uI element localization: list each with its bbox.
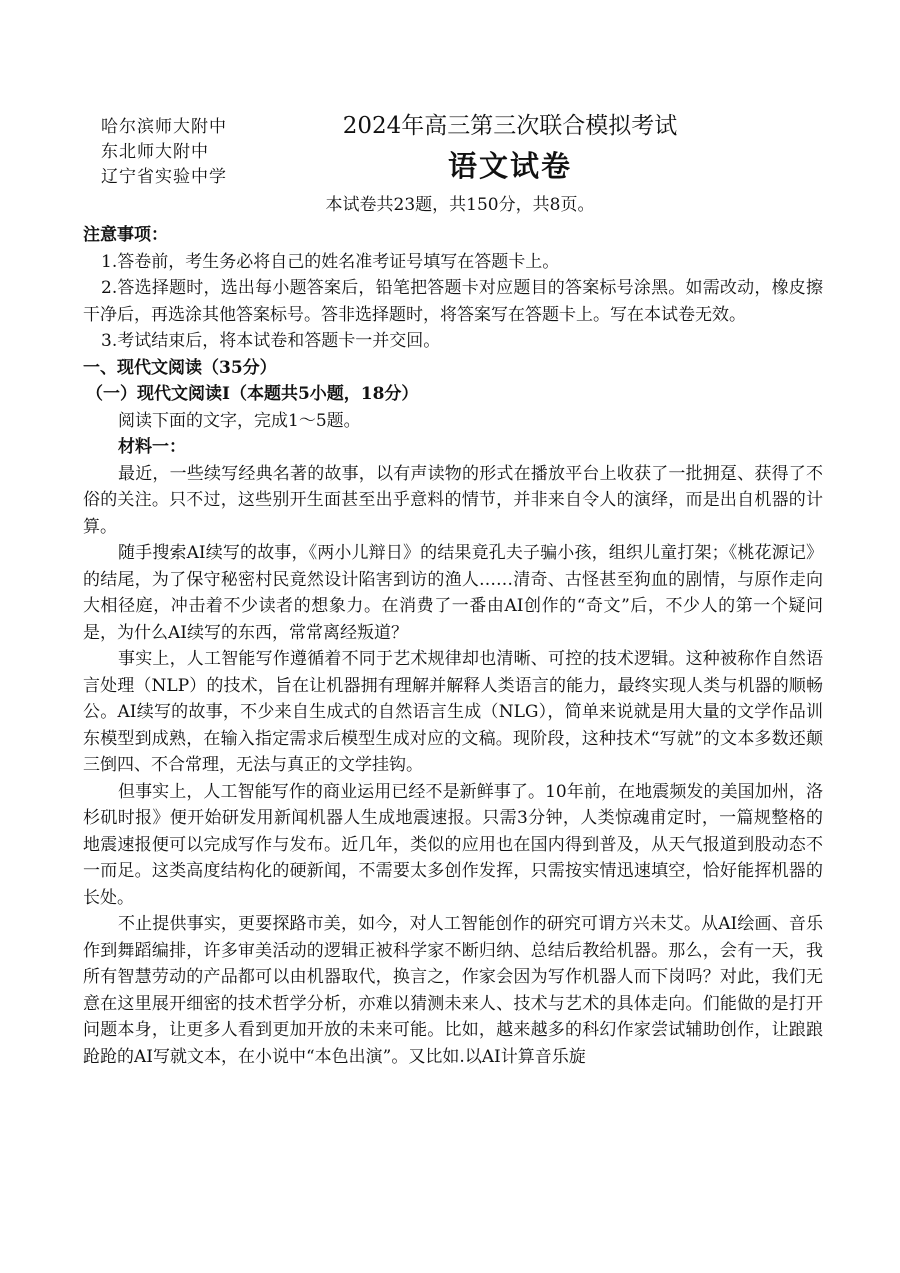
material-label: 材料一： (118, 437, 186, 457)
notice-item: 3.考试结束后，将本试卷和答题卡一并交回。 (101, 331, 441, 351)
subsection-title: （一）现代文阅读Ⅰ（本题共5小题，18分） (86, 384, 419, 404)
notice-item: 2.答选择题时，选出每小题答案后，铅笔把答题卡对应题目的答案标号涂黑。如需改动，橡皮擦干净后，再选涂其他答案标号。答非选择题时，将答案写在答题卡上。写在本试卷无效。 (83, 278, 823, 325)
paragraph: 随手搜索AI续写的故事，《两小儿辩日》的结果竟孔夫子骗小孩，组织儿童打架；《桃花源记》的结尾，为了保守秘密村民竟然设计陷害到访的渔人……清奇、古怪甚至狗血的剧情，与原作走向大相径庭，冲击着不少读者的想象力。在消费了一番由AI创作的“奇文”后，不少人的第一个疑问是，为什么AI续写的东西，常常离经叛道？ (83, 543, 823, 643)
paragraph: 最近，一些续写经典名著的故事，以有声读物的形式在播放平台上收获了一批拥趸、获得了不俗的关注。只不过，这些别开生面甚至出乎意料的情节，并非来自令人的演绎，而是出自机器的计算。 (83, 463, 823, 537)
paper-title: 语文试卷 (447, 149, 572, 183)
notice-title: 注意事项： (83, 225, 168, 245)
paragraph: 事实上，人工智能写作遵循着不同于艺术规律却也清晰、可控的技术逻辑。这种被称作自然语言处理（NLP）的技术，旨在让机器拥有理解并解释人类语言的能力，最终实现人类与机器的顺畅公。AI续写的故事，不少来自生成式的自然语言生成（NLG），简单来说就是用大量的文学作品训东模型到成熟，在输入指定需求后模型生成对应的文稿。现阶段，这种技术“写就”的文本多数还颠三倒四、不合常理，无法与真正的文学挂钩。 (83, 649, 823, 775)
school-name: 辽宁省实验中学 (101, 167, 227, 187)
school-list (101, 115, 271, 190)
exam-title: 2024年高三第三次联合模拟考试 (342, 113, 678, 139)
school-name: 东北师大附中 (101, 142, 209, 162)
school-name: 哈尔滨师大附中 (101, 117, 227, 137)
section-title: 一、现代文阅读（35分） (83, 357, 277, 378)
notice-item: 1.答卷前，考生务必将自己的姓名准考证号填写在答题卡上。 (101, 251, 560, 272)
paragraph: 不止提供事实，更要探路市美，如今，对人工智能创作的研究可谓方兴未艾。从AI绘画、音乐作到舞蹈编排，许多审美活动的逻辑正被科学家不断归纳、总结后教给机器。那么，会有一天，我所有智慧劳动的产品都可以由机器取代，换言之，作家会因为写作机器人而下岗吗？对此，我们无意在这里展开细密的技术哲学分析，亦难以猜测未来人、技术与艺术的具体走向。们能做的是打开问题本身，让更多人看到更加开放的未来可能。比如，越来越多的科幻作家尝试辅助创作，让踉踉跄跄的AI写就文本，在小说中“本色出演”。又比如.以AI计算音乐旋 (83, 914, 823, 1067)
instruction-text: 阅读下面的文字，完成1～5题。 (118, 410, 361, 431)
paper-info: 本试卷共23题，共150分，共8页。 (325, 195, 595, 215)
exam-body (83, 222, 823, 1070)
paragraph: 但事实上，人工智能写作的商业运用已经不是新鲜事了。10年前，在地震频发的美国加州，洛杉矶时报》便开始研发用新闻机器人生成地震速报。只需3分钟，人类惊魂甫定时，一篇规整格的地震速报便可以完成写作与发布。近几年，类似的应用也在国内得到普及，从天气报道到股动态不一而足。这类高度结构化的硬新闻，不需要太多创作发挥，只需按实情迅速填空，恰好能挥机器的长处。 (83, 781, 823, 908)
